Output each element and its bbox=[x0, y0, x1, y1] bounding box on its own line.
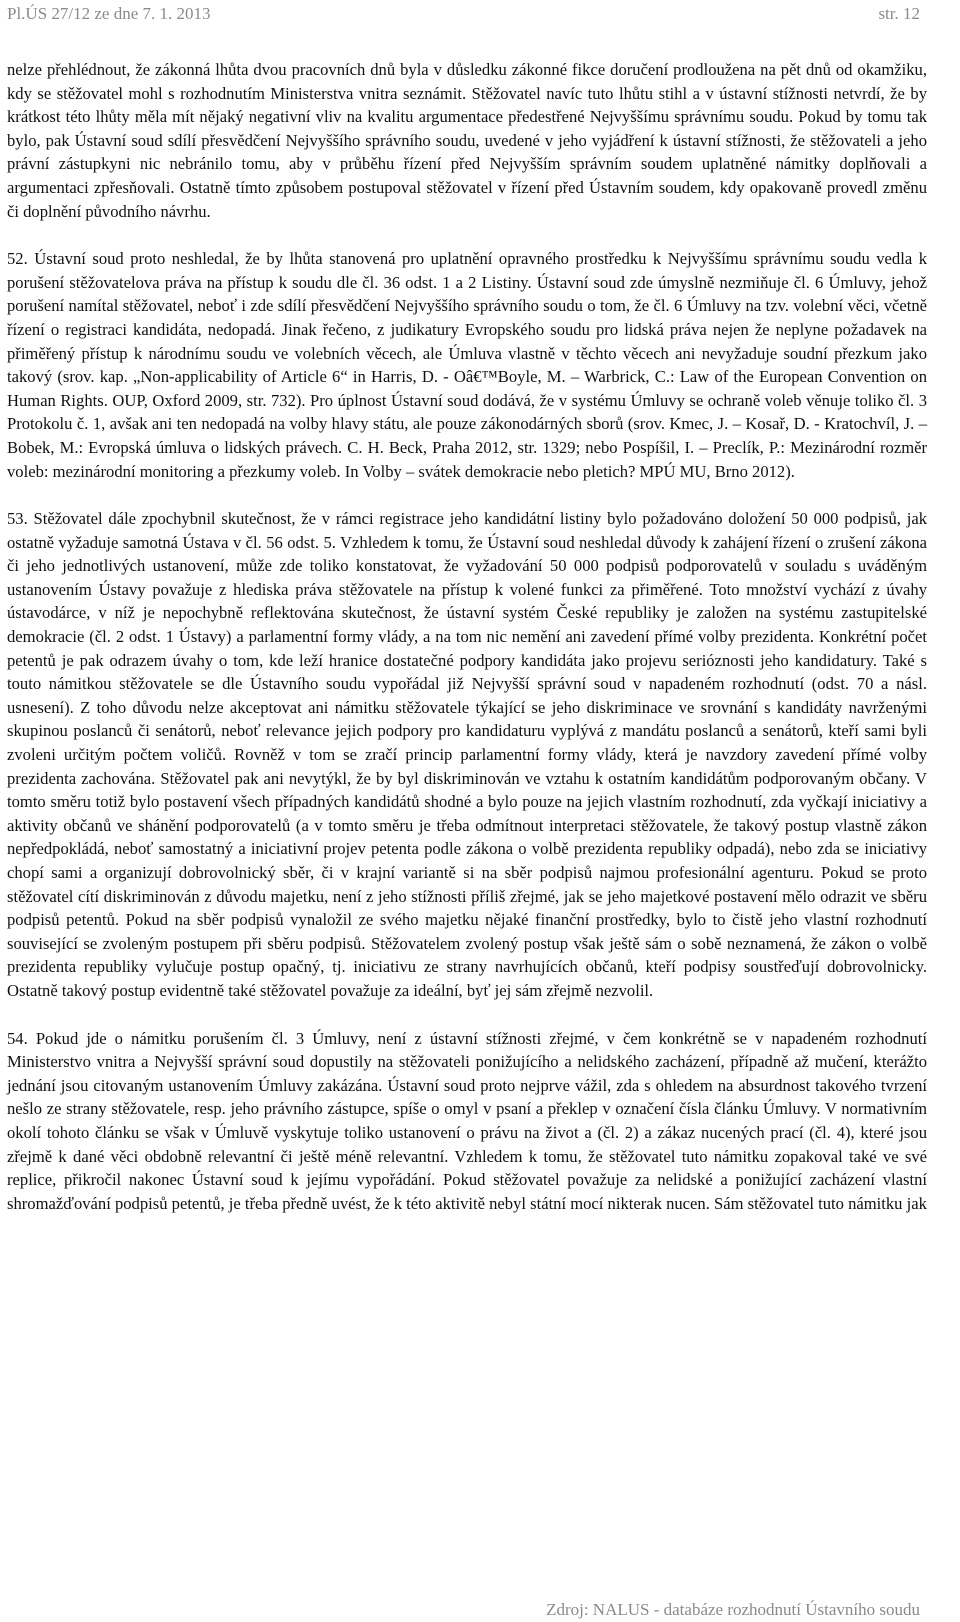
paragraph-continuation: nelze přehlédnout, že zákonná lhůta dvou pracovních dnů byla v důsledku zákonné fikce doručení prodloužena na pět dnů od okamžiku, kdy se stěžovatel mohl s rozhodnutím Ministerstva vnitra seznámit. Stěžovatel navíc tuto lhůtu stihl a v ústavní stížnosti netvrdí, že by krátkost této lhůty měla mít nějaký negativní vliv na kvalitu argumentace předestřené Nejvyššímu správnímu soudu. Pokud by tomu tak bylo, pak Ústavní soud sdílí přesvědčení Nejvyššího správního soudu, uvedené v jeho vyjádření k ústavní stížnosti, že stěžovateli a jeho právní zástupkyni nic nebránilo tomu, aby v průběhu řízení před Nejvyšším správním soudem uplatněné námitky doplňovali a argumentaci zpřesňovali. Ostatně tímto způsobem postupoval stěžovatel v řízení před Ústavním soudem, kdy opakovaně provedl změnu či doplnění původního návrhu. bbox=[7, 60, 927, 221]
page-number: str. 12 bbox=[878, 4, 920, 23]
case-reference: Pl.ÚS 27/12 ze dne 7. 1. 2013 bbox=[7, 4, 211, 23]
page-footer-source: Zdroj: NALUS - databáze rozhodnutí Ústavního soudu bbox=[546, 1600, 920, 1619]
document-body bbox=[7, 58, 927, 1239]
paragraph-53: 53. Stěžovatel dále zpochybnil skutečnost, že v rámci registrace jeho kandidátní listiny bylo požadováno doložení 50 000 podpisů, jak ostatně vyžaduje samotná Ústava v čl. 56 odst. 5. Vzhledem k tomu, že Ústavní soud neshledal důvody k zahájení řízení o zrušení zákona či jeho jednotlivých ustanovení, může zde toliko konstatovat, že vyžadování 50 000 podpisů podporovatelů v souladu s uváděným ustanovením Ústavy považuje z hlediska práva stěžovatele na přístup k volené funkci za přiměřené. Toto množství vychází z úvahy ústavodárce, v níž je nepochybně reflektována skutečnost, že ústavní systém České republiky je založen na systému zastupitelské demokracie (čl. 2 odst. 1 Ústavy) a parlamentní formy vlády, a na tom nic nemění ani zavedení přímé volby prezidenta. Konkrétní počet petentů je pak odrazem úvahy o tom, kde leží hranice dostatečné podpory kandidáta jako projevu serióznosti jeho kandidatury. Také s touto námitkou stěžovatele se dle Ústavního soudu vypořádal již Nejvyšší správní soud v napadeném rozhodnutí (odst. 70 a násl. usnesení). Z toho důvodu nelze akceptovat ani námitku stěžovatele týkající se jeho diskriminace ve srovnání s kandidáty navrženými skupinou poslanců či senátorů, neboť relevance jejich podpory pro kandidaturu vyplývá z mandátu poslanců a senátorů, kteří sami byli zvoleni určitým počtem voličů. Rovněž v tom se zračí princip parlamentní formy vlády, která je navzdory zavedení přímé volby prezidenta zachována. Stěžovatel pak ani nevytýkl, že by byl diskriminován ve vztahu k ostatním kandidátům podporovaným občany. V tomto směru totiž bylo postavení všech případných kandidátů shodné a bylo pouze na jejich vlastním rozhodnutí, zda vyčkají iniciativy a aktivity občanů ve shánění podporovatelů (a v tomto směru je třeba odmítnout interpretaci stěžovatele, že takový postup vlastně zákon nepředpokládá, neboť samostatný a iniciativní projev petenta podle zákona o volbě prezidenta republiky odpadá), nebo zda se iniciativy chopí sami a organizují dobrovolnický sběr, či v krajní variantě si na sběr podpisů najmou profesionální agenturu. Pokud se proto stěžovatel cítí diskriminován z důvodu majetku, není z jeho stížnosti příliš zřejmé, jak se jeho majetkové postavení mělo odrazit ve sběru podpisů petentů. Pokud na sběr podpisů vynaložil ze svého majetku nějaké finanční prostředky, bylo to čistě jeho vlastní rozhodnutí související se zvoleným postupem při sběru podpisů. Stěžovatelem zvolený postup však ještě sám o sobě neznamená, že zákon o volbě prezidenta republiky vylučuje postup opačný, tj. iniciativu ze strany navrhujících občanů, kteří podpisy soustřeďují dobrovolnicky. Ostatně takový postup evidentně také stěžovatel považuje za ideální, byť jej sám zřejmě nezvolil. bbox=[7, 509, 927, 1000]
page-header bbox=[7, 4, 920, 30]
paragraph-54: 54. Pokud jde o námitku porušením čl. 3 Úmluvy, není z ústavní stížnosti zřejmé, v čem konkrétně se v napadeném rozhodnutí Ministerstvo vnitra a Nejvyšší správní soud dopustily na stěžovateli ponižujícího a nelidského zacházení, případně až mučení, kterážto jednání jsou citovaným ustanovením Úmluvy zakázána. Ústavní soud proto nejprve vážil, zda s ohledem na absurdnost takového tvrzení nešlo ze strany stěžovatele, resp. jeho právního zástupce, spíše o omyl v psaní a překlep v označení čísla článku Úmluvy. V normativním okolí tohoto článku se však v Úmluvě vyskytuje toliko ustanovení o právu na život a (čl. 2) a zákaz nucených prací (čl. 4), které jsou zřejmě k dané věci obdobně relevantní či ještě méně relevantní. Vzhledem k tomu, že stěžovatel tuto námitku zopakoval také ve své replice, přikročil nakonec Ústavní soud k jejímu vypořádání. Pokud stěžovatel považuje za nelidské a ponižující zacházení vlastní shromažďování podpisů petentů, je třeba předně uvést, že k této aktivitě nebyl státní mocí nikterak nucen. Sám stěžovatel tuto námitku jak bbox=[7, 1028, 927, 1213]
paragraph-52: 52. Ústavní soud proto neshledal, že by lhůta stanovená pro uplatnění opravného prostředku k Nejvyššímu správnímu soudu vedla k porušení stěžovatelova práva na přístup k soudu dle čl. 36 odst. 1 a 2 Listiny. Ústavní soud zde úmyslně nezmiňuje čl. 6 Úmluvy, jehož porušení namítal stěžovatel, neboť i zde sdílí přesvědčení Nejvyššího správního soudu o tom, že čl. 6 Úmluvy na tzv. volební věci, včetně řízení o registraci kandidáta, nedopadá. Jinak řečeno, z judikatury Evropského soudu pro lidská práva nejen že neplyne požadavek na přiměřený přístup k národnímu soudu ve volebních věcech, ale Úmluva vlastně v těchto věcech ani nevyžaduje soudní přezkum jako takový (srov. kap. „Non-applicability of Article 6“ in Harris, D. - Oâ€™Boyle, M. – Warbrick, C.: Law of the European Convention on Human Rights. OUP, Oxford 2009, str. 732). Pro úplnost Ústavní soud dodává, že v systému Úmluvy se ochraně voleb věnuje toliko čl. 3 Protokolu č. 1, avšak ani ten nedopadá na volby hlavy státu, ale pouze zákonodárných sborů (srov. Kmec, J. – Kosař, D. - Kratochvíl, J. – Bobek, M.: Evropská úmluva o lidských právech. C. H. Beck, Praha 2012, str. 1329; nebo Pospíšil, I. – Preclík, P.: Mezinárodní rozměr voleb: mezinárodní monitoring a přezkumy voleb. In Volby – svátek demokracie nebo pletich? MPÚ MU, Brno 2012). bbox=[7, 249, 927, 481]
